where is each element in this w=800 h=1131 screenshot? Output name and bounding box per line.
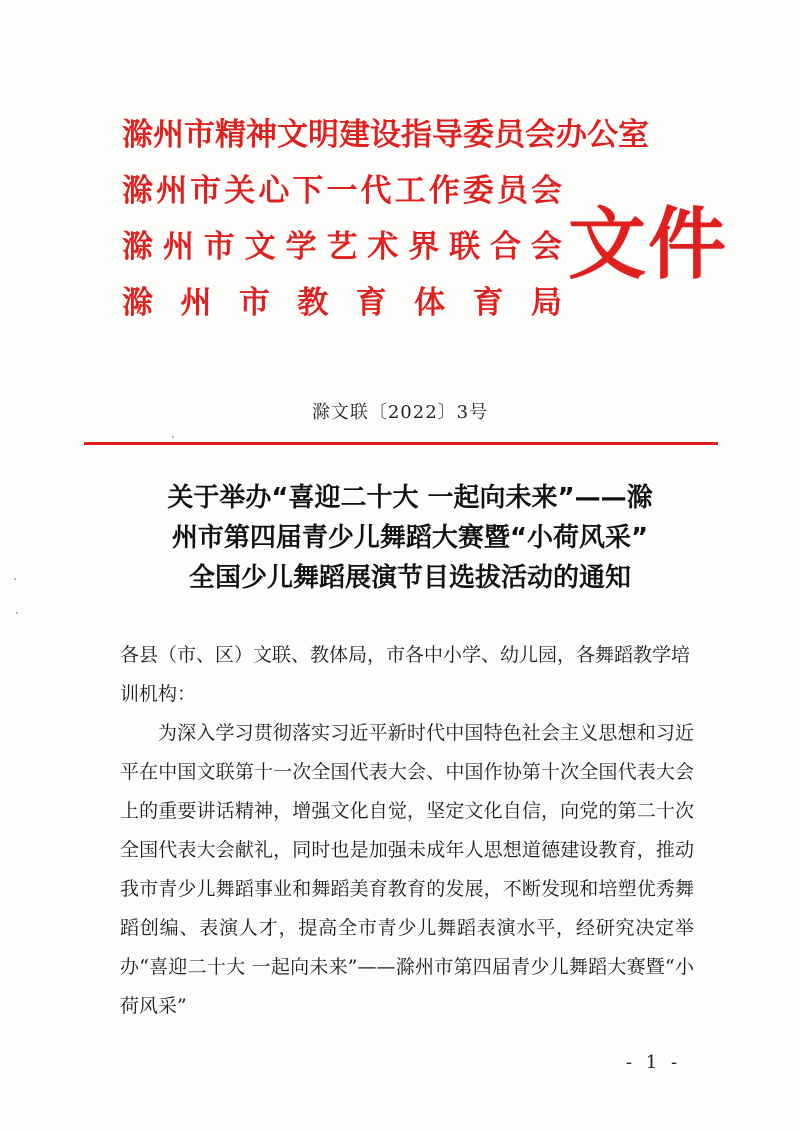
issuer-character: 建: [339, 117, 370, 153]
issuer-character: 设: [370, 117, 401, 153]
issuer-civilization-office: [122, 117, 649, 153]
issuer-character: 滁: [122, 173, 153, 209]
issuer-character: 一: [326, 173, 358, 209]
page-number: - 1 -: [626, 1052, 682, 1073]
issuer-character: 艺: [326, 229, 358, 265]
issuer-character: 州: [162, 229, 194, 265]
title-line-1: 关于举办“喜迎二十大 一起向未来”——滁: [167, 483, 653, 513]
salutation: 各县（市、区）文联、教体局，市各中小学、幼儿园，各舞蹈教学培训机构：: [120, 644, 691, 705]
issuer-character: 神: [246, 117, 277, 153]
issuer-character: 员: [494, 117, 525, 153]
issuer-character: 文: [244, 229, 276, 265]
issuer-character: 育: [472, 285, 504, 321]
issuer-character: 育: [355, 285, 387, 321]
issuer-character: 合: [490, 229, 522, 265]
issuer-education-sports-bureau: [122, 286, 562, 321]
issuer-next-generation-committee: [122, 174, 562, 209]
issuer-character: 会: [530, 173, 562, 209]
scan-speck: [16, 612, 18, 614]
issuer-character: 体: [414, 285, 446, 321]
issuer-character: 州: [156, 173, 188, 209]
scan-speck: [172, 436, 174, 438]
issuer-character: 明: [308, 117, 339, 153]
issuer-character: 会: [525, 117, 556, 153]
issuer-character: 滁: [122, 229, 153, 265]
issuer-character: 局: [530, 285, 562, 321]
document-type-label: 文件: [568, 199, 729, 290]
scan-speck: [14, 578, 16, 580]
issuer-character: 委: [463, 117, 494, 153]
issuer-character: 会: [530, 229, 562, 265]
issuer-character: 市: [184, 117, 215, 153]
issuer-character: 市: [203, 229, 235, 265]
issuer-character: 室: [618, 117, 649, 153]
issuer-arts-federation: [122, 230, 562, 265]
title-line-3: 全国少儿舞蹈展演节目选拔活动的通知: [188, 563, 631, 593]
issuer-character: 导: [432, 117, 463, 153]
issuer-character: 指: [401, 117, 432, 153]
issuer-character: 州: [153, 117, 184, 153]
document-number: 滁文联〔2022〕3号: [311, 402, 489, 423]
issuer-character: 市: [190, 173, 222, 209]
issuer-character: 作: [428, 173, 460, 209]
issuer-character: 精: [215, 117, 246, 153]
issuer-character: 员: [496, 173, 528, 209]
title-line-2: 州市第四届青少儿舞蹈大赛暨“小荷风采”: [171, 523, 649, 553]
issuer-character: 公: [587, 117, 618, 153]
issuer-character: 教: [297, 285, 329, 321]
issuer-character: 市: [238, 285, 270, 321]
issuer-character: 州: [180, 285, 212, 321]
issuer-character: 办: [556, 117, 587, 153]
issuer-character: 下: [292, 173, 324, 209]
issuer-character: 界: [408, 229, 440, 265]
notice-body: [120, 636, 694, 1026]
body-paragraph: 为深入学习贯彻落实习近平新时代中国特色社会主义思想和习近平在中国文联第十一次全国代表大会、中国作协第十次全国代表大会上的重要讲话精神，增强文化自觉，坚定文化自信，向党的第二十次全国代表大会献礼，同时也是加强未成年人思想道德建设教育，推动我市青少儿舞蹈事业和舞蹈美育教育的发展，不断发现和培塑优秀舞蹈创编、表演人才，提高全市青少儿舞蹈表演水平，经研究决定举办“喜迎二十大 一起向未来”——滁州市第四届青少儿舞蹈大赛暨“小荷风采”: [120, 722, 694, 1017]
issuer-character: 滁: [122, 117, 153, 153]
notice-title: [110, 478, 710, 598]
issuer-character: 心: [258, 173, 290, 209]
issuer-character: 文: [277, 117, 308, 153]
issuer-character: 工: [394, 173, 426, 209]
issuer-character: 联: [449, 229, 481, 265]
issuer-character: 委: [462, 173, 494, 209]
issuer-character: 代: [360, 173, 392, 209]
issuer-character: 滁: [122, 285, 153, 321]
issuer-character: 术: [367, 229, 399, 265]
issuer-character: 关: [224, 173, 256, 209]
red-header-rule: [84, 442, 718, 445]
issuer-character: 学: [285, 229, 317, 265]
